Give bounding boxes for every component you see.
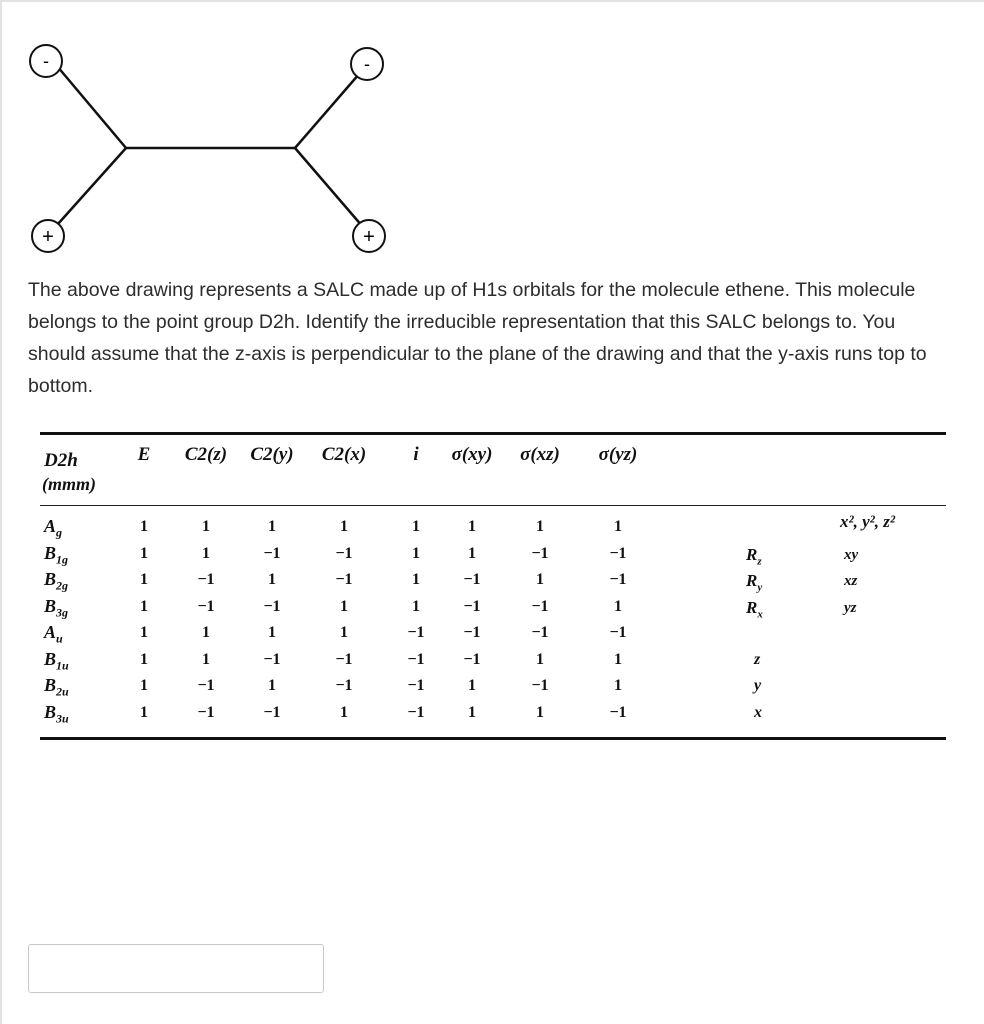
character-value: −1 xyxy=(531,677,549,694)
character-value: −1 xyxy=(197,597,215,615)
character-value: 1 xyxy=(340,703,348,721)
character-value: 1 xyxy=(140,677,148,694)
character-value: 1 xyxy=(536,571,544,588)
character-value: 1 xyxy=(614,518,622,535)
character-value: −1 xyxy=(609,703,627,721)
linear-rotation-function: $R_y$ xyxy=(746,571,763,594)
character-value: −1 xyxy=(609,544,627,562)
character-value: −1 xyxy=(197,677,215,694)
character-value: −1 xyxy=(531,544,549,562)
irrep-label: $B_{3u}$ xyxy=(44,701,69,726)
character-value: −1 xyxy=(335,571,353,588)
character-value: −1 xyxy=(407,677,425,694)
group-symbol: D2h xyxy=(44,450,78,471)
orbital-top-right xyxy=(351,48,383,80)
character-value: 1 xyxy=(140,703,148,721)
character-value: 1 xyxy=(614,597,622,615)
linear-rotation-function: $R_x$ xyxy=(746,597,763,620)
character-value: −1 xyxy=(463,650,481,668)
character-value: 1 xyxy=(614,677,622,694)
quadratic-function: xy xyxy=(844,546,859,563)
character-value: −1 xyxy=(197,571,215,588)
character-value: −1 xyxy=(407,650,425,668)
operation-header: σ(yz) xyxy=(598,444,638,465)
character-value: −1 xyxy=(335,650,353,668)
svg-text:+: + xyxy=(42,226,54,248)
character-value: 1 xyxy=(468,677,476,694)
character-value: 1 xyxy=(340,518,348,535)
left-border xyxy=(0,0,2,1024)
character-value: −1 xyxy=(463,597,481,615)
svg-text:-: - xyxy=(364,54,370,74)
quadratic-function: yz xyxy=(844,599,857,616)
irrep-label: $B_{1g}$ xyxy=(44,542,69,567)
irrep-label: $B_{3g}$ xyxy=(44,595,69,620)
character-value: −1 xyxy=(609,571,627,588)
character-value: 1 xyxy=(536,518,544,535)
bond-bottom-right xyxy=(295,148,369,234)
character-value: −1 xyxy=(463,624,481,641)
operation-header: E xyxy=(137,444,151,465)
group-name xyxy=(44,450,78,472)
quadratic-function: xz xyxy=(844,573,858,589)
character-value: 1 xyxy=(340,597,348,615)
character-value: 1 xyxy=(468,518,476,535)
answer-input[interactable] xyxy=(28,944,324,993)
bond-top-left xyxy=(57,66,126,148)
character-value: −1 xyxy=(531,597,549,615)
character-value: 1 xyxy=(536,703,544,721)
orbital-top-left xyxy=(30,45,62,77)
character-value: −1 xyxy=(263,703,281,721)
bond-bottom-left xyxy=(49,148,126,234)
character-value: 1 xyxy=(468,703,476,721)
character-value: −1 xyxy=(407,624,425,641)
orbital-bottom-left xyxy=(32,220,64,252)
linear-rotation-function: z xyxy=(754,650,761,668)
character-value: 1 xyxy=(140,597,148,615)
character-value: −1 xyxy=(335,677,353,694)
character-value: 1 xyxy=(140,624,148,641)
irrep-label: $B_{2g}$ xyxy=(44,569,69,593)
character-value: 1 xyxy=(140,518,148,535)
character-value: 1 xyxy=(412,544,420,562)
character-value: −1 xyxy=(335,544,353,562)
operation-header: i xyxy=(413,444,419,465)
character-value: 1 xyxy=(140,650,148,668)
operation-header: σ(xz) xyxy=(520,444,560,465)
svg-text:+: + xyxy=(363,226,375,248)
header-rule xyxy=(40,505,946,506)
character-value: 1 xyxy=(202,624,210,641)
character-value: 1 xyxy=(340,624,348,641)
operation-header: σ(xy) xyxy=(451,444,493,465)
irrep-label: $A_u$ xyxy=(44,622,63,646)
operation-header: C2(x) xyxy=(321,444,367,465)
character-value: −1 xyxy=(263,650,281,668)
irrep-label: $B_{1u}$ xyxy=(44,648,69,673)
table-top-rule xyxy=(40,432,946,435)
operation-header: C2(y) xyxy=(250,444,294,465)
character-value: −1 xyxy=(407,703,425,721)
character-value: 1 xyxy=(412,571,420,588)
character-value: −1 xyxy=(463,571,481,588)
irrep-label: $A_g$ xyxy=(44,516,63,540)
group-alt-name: (mmm) xyxy=(42,474,96,494)
character-value: 1 xyxy=(614,650,622,668)
svg-text:-: - xyxy=(43,51,49,71)
character-value: 1 xyxy=(202,518,210,535)
character-value: −1 xyxy=(197,703,215,721)
linear-rotation-function: $R_z$ xyxy=(746,544,762,567)
character-value: 1 xyxy=(268,677,276,694)
character-value: 1 xyxy=(202,544,210,562)
question-text: The above drawing represents a SALC made up of H1s orbitals for the molecule ethene. This molecule belongs to the point group D2h. Identify the irreducible representation that this SALC belongs to. You should assume that the z-axis is perpendicular to the plane of the drawing and that the y-axis runs top to bottom. xyxy=(28,279,927,397)
top-border xyxy=(0,0,984,2)
character-table xyxy=(40,432,946,744)
quadratic-function: x², y², z² xyxy=(840,512,895,531)
irrep-label: $B_{2u}$ xyxy=(44,675,69,699)
linear-rotation-function: y xyxy=(754,677,762,694)
character-value: −1 xyxy=(531,624,549,641)
character-value: 1 xyxy=(536,650,544,668)
character-value: 1 xyxy=(140,571,148,588)
character-value: 1 xyxy=(268,624,276,641)
orbital-bottom-right xyxy=(353,220,385,252)
character-value: 1 xyxy=(268,518,276,535)
bond-top-right xyxy=(295,66,366,148)
table-bottom-rule xyxy=(40,737,946,740)
character-value: 1 xyxy=(468,544,476,562)
character-value: 1 xyxy=(140,544,148,562)
character-value: 1 xyxy=(202,650,210,668)
character-value: 1 xyxy=(268,571,276,588)
salc-diagram xyxy=(22,42,422,262)
character-value: −1 xyxy=(609,624,627,641)
character-value: −1 xyxy=(263,597,281,615)
character-value: 1 xyxy=(412,518,420,535)
character-value: −1 xyxy=(263,544,281,562)
linear-rotation-function: x xyxy=(754,703,762,721)
operation-header: C2(z) xyxy=(184,444,228,465)
character-value: 1 xyxy=(412,597,420,615)
